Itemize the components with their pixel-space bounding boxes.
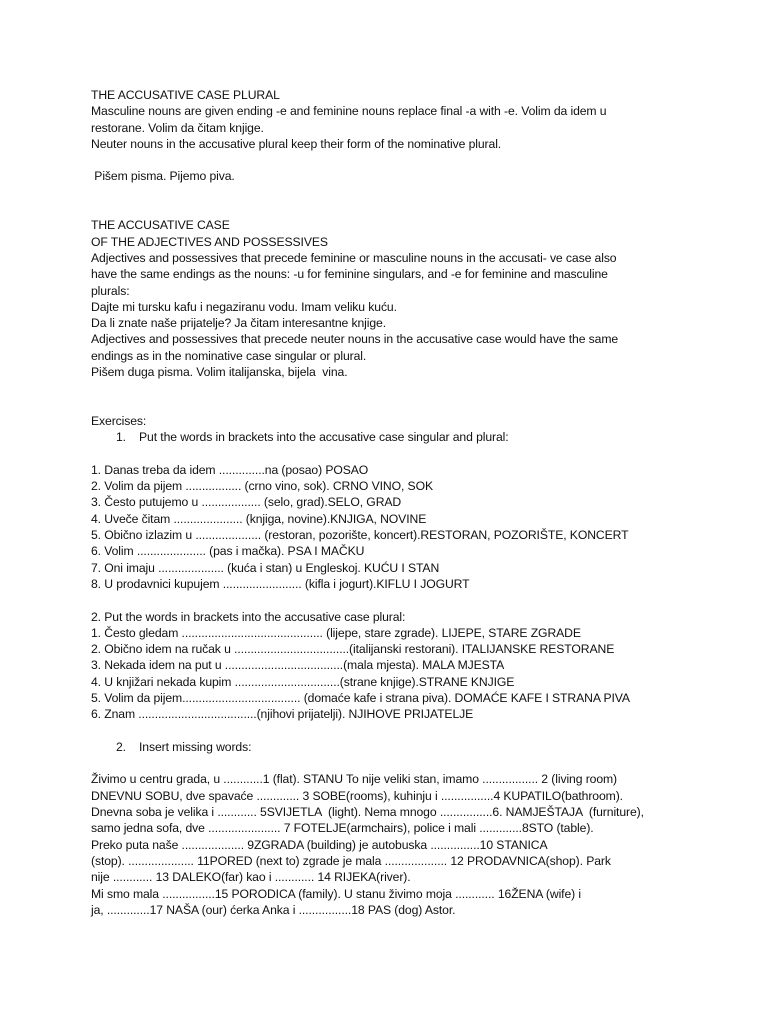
blank-line [91, 755, 768, 771]
example-line: Dajte mi tursku kafu i negaziranu vodu. Imam veliku kuću. [91, 299, 397, 314]
fill-in-line: DNEVNU SOBU, dve spavaće ............. 3 SOBE(rooms), kuhinju i ................4 KUPATILO(bathroom). [91, 788, 623, 803]
body-line: Adjectives and possessives that precede neuter nouns in the accusative case would have the same [91, 332, 619, 347]
body-line: Neuter nouns in the accusative plural keep their form of the nominative plural. [91, 136, 502, 151]
exercise-item: 3. Nekada idem na put u ....................................(mala mjesta). MALA MJESTA [91, 658, 505, 673]
example-line: Da li znate naše prijatelje? Ja čitam interesantne knjige. [91, 316, 386, 331]
exercise-1-number: 1. [116, 430, 126, 445]
body-line: restorane. Volim da čitam knjige. [91, 120, 264, 135]
exercise-item: 1. Često gledam ........................................... (lijepe, stare zgrade). LIJEPE, STARE ZGRADE [91, 625, 581, 640]
section-title-accusative-plural: THE ACCUSATIVE CASE PLURAL [91, 88, 280, 102]
exercise-item: 4. U knjižari nekada kupim ................................(strane knjige).STRANE KNJIGE [91, 674, 515, 689]
body-line: have the same endings as the nouns: -u for feminine singulars, and -e for feminine and masculine [91, 267, 608, 282]
blank-line [91, 397, 768, 413]
blank-line [91, 201, 768, 217]
fill-in-line: Dnevna soba je velika i ............ 5SVIJETLA (light). Nema mnogo ................6. NAMJEŠTAJA (furniture), [91, 805, 644, 820]
exercise-item: 3. Često putujemo u .................. (selo, grad).SELO, GRAD [91, 495, 402, 510]
exercise-item: 2. Volim da pijem ................. (crno vino, sok). CRNO VINO, SOK [91, 479, 433, 494]
blank-line [91, 185, 768, 201]
exercise-item: 7. Oni imaju .................... (kuća i stan) u Engleskoj. KUĆU I STAN [91, 560, 440, 575]
exercise-item: 5. Volim da pijem.................................... (domaće kafe i strana piva). DOMAĆE KAFE I STRANA PIVA [91, 690, 630, 705]
body-line: endings as in the nominative case singular or plural. [91, 348, 367, 363]
section-subtitle-adjectives-possessives: OF THE ADJECTIVES AND POSSESSIVES [91, 234, 328, 249]
exercise-3-number: 2. [116, 739, 126, 754]
body-line: Adjectives and possessives that precede feminine or masculine nouns in the accusati- ve case also [91, 250, 617, 265]
blank-line [91, 152, 768, 168]
fill-in-line: samo jedna sofa, dve ...................... 7 FOTELJE(armchairs), police i mali .............8STO (table). [91, 821, 594, 836]
fill-in-line: nije ............ 13 DALEKO(far) kao i ............ 14 RIJEKA(river). [91, 870, 411, 885]
exercise-item: 8. U prodavnici kupujem ........................ (kifla i jogurt).KIFLU I JOGURT [91, 576, 470, 591]
example-line: Pišem pisma. Pijemo piva. [91, 169, 235, 184]
blank-line [91, 446, 768, 462]
fill-in-line: Preko puta naše ................... 9ZGRADA (building) je autobuska ...............10 STANICA [91, 837, 548, 852]
exercise-3-title-text: Insert missing words: [139, 739, 252, 754]
blank-line [91, 592, 768, 608]
exercise-item: 5. Obično izlazim u .................... (restoran, pozorište, koncert).RESTORAN, POZORIŠTE, KONCERT [91, 528, 629, 543]
body-line: Masculine nouns are given ending -e and feminine nouns replace final -a with -e. Volim da idem u [91, 104, 607, 119]
exercise-item: 1. Danas treba da idem ..............na (posao) POSAO [91, 462, 369, 477]
fill-in-line: ja, .............17 NAŠA (our) ćerka Anka i ................18 PAS (dog) Astor. [91, 902, 456, 917]
blank-line [91, 380, 768, 396]
section-title-accusative-case: THE ACCUSATIVE CASE [91, 218, 230, 233]
exercise-item: 2. Obično idem na ručak u ...................................(italijanski restorani). ITALIJANSKE RESTORANE [91, 642, 615, 657]
exercise-1-title [91, 429, 768, 445]
blank-line [91, 723, 768, 739]
fill-in-line: (stop). .................... 11PORED (next to) zgrade je mala ................... 12 PRODAVNICA(shop). Park [91, 853, 611, 868]
exercises-heading: Exercises: [91, 413, 147, 428]
exercise-1-title-text: Put the words in brackets into the accusative case singular and plural: [139, 430, 509, 445]
exercise-item: 6. Znam ....................................(njihovi prijatelji). NJIHOVE PRIJATELJE [91, 707, 474, 722]
exercise-2-title: 2. Put the words in brackets into the accusative case plural: [91, 609, 406, 624]
fill-in-line: Živimo u centru grada, u ............1 (flat). STANU To nije veliki stan, imamo ................. 2 (living room) [91, 772, 618, 787]
fill-in-line: Mi smo mala ................15 PORODICA (family). U stanu živimo moja ............ 16ŽENA (wife) i [91, 886, 582, 901]
exercise-item: 4. Uveče čitam ..................... (knjiga, novine).KNJIGA, NOVINE [91, 511, 427, 526]
example-line: Pišem duga pisma. Volim italijanska, bijela vina. [91, 365, 348, 380]
exercise-item: 6. Volim ..................... (pas i mačka). PSA I MAČKU [91, 544, 365, 559]
body-line: plurals: [91, 283, 130, 298]
exercise-3-title [91, 739, 768, 755]
